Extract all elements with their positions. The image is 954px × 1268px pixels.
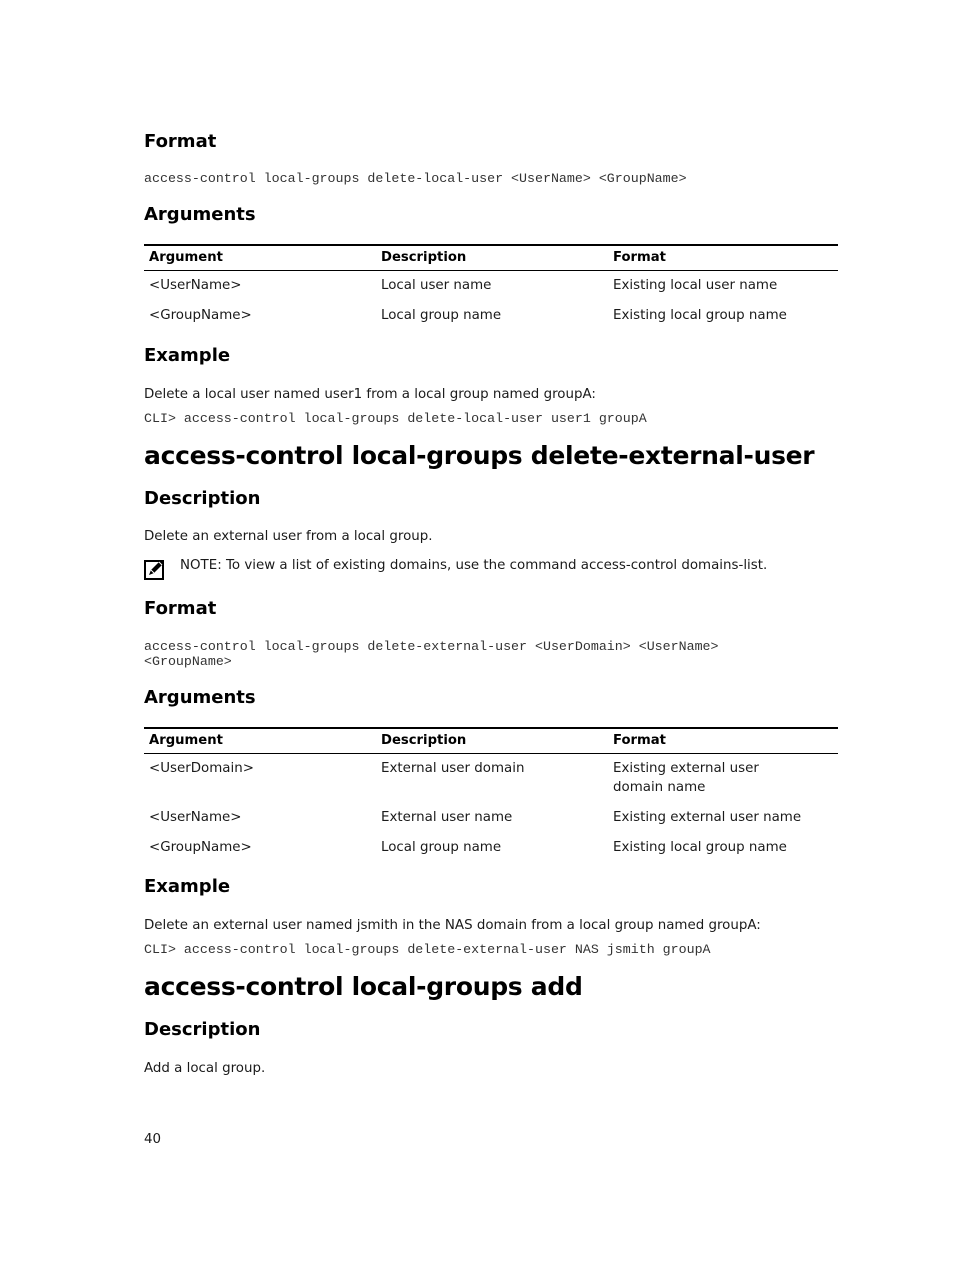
- note-callout: [144, 558, 767, 580]
- note-text: To view a list of existing domains, use the command access-control domains-list.: [225, 558, 768, 573]
- format-cell: Existing local group name: [613, 308, 787, 323]
- example-heading: Example: [144, 345, 231, 366]
- format-code: access-control local-groups delete-local-user <UserName> <GroupName>: [144, 171, 687, 186]
- arguments-table: [144, 244, 838, 331]
- column-header-format: Format: [608, 728, 838, 754]
- example-code: CLI> access-control local-groups delete-external-user NAS jsmith groupA: [144, 942, 711, 957]
- description-text: Add a local group.: [144, 1061, 266, 1076]
- section-title: access-control local-groups delete-external-user: [144, 441, 815, 470]
- example-text: Delete an external user named jsmith in the NAS domain from a local group named groupA:: [144, 918, 761, 933]
- table-row: [144, 754, 838, 804]
- column-header-description: Description: [376, 728, 608, 754]
- description-text: Delete an external user from a local group.: [144, 529, 433, 544]
- description-cell: External user name: [381, 810, 513, 825]
- table-header-row: [144, 245, 838, 271]
- format-code-line2: <GroupName>: [144, 654, 232, 669]
- page-number: 40: [144, 1132, 162, 1147]
- argument-cell: <UserDomain>: [149, 761, 254, 776]
- argument-cell: <UserName>: [149, 278, 242, 293]
- example-text: Delete a local user named user1 from a local group named groupA:: [144, 387, 596, 402]
- table-row: [144, 301, 838, 331]
- section-title: access-control local-groups add: [144, 972, 583, 1001]
- arguments-table: [144, 727, 838, 863]
- table-row: [144, 833, 838, 863]
- table-row: [144, 271, 838, 302]
- description-cell: Local group name: [381, 308, 502, 323]
- format-cell: Existing local group name: [613, 840, 787, 855]
- format-cell: Existing external user domain name: [613, 761, 759, 795]
- description-cell: Local user name: [381, 278, 492, 293]
- format-code-line1: access-control local-groups delete-external-user <UserDomain> <UserName>: [144, 639, 719, 654]
- example-heading: Example: [144, 876, 231, 897]
- description-heading: Description: [144, 1019, 261, 1040]
- argument-cell: <GroupName>: [149, 840, 252, 855]
- description-cell: Local group name: [381, 840, 502, 855]
- format-cell: Existing local user name: [613, 278, 778, 293]
- column-header-format: Format: [608, 245, 838, 271]
- pencil-note-icon: [144, 558, 166, 580]
- argument-cell: <GroupName>: [149, 308, 252, 323]
- table-header-row: [144, 728, 838, 754]
- column-header-description: Description: [376, 245, 608, 271]
- example-code: CLI> access-control local-groups delete-local-user user1 groupA: [144, 411, 647, 426]
- description-heading: Description: [144, 488, 261, 509]
- arguments-heading: Arguments: [144, 204, 256, 225]
- description-cell: External user domain: [381, 761, 525, 776]
- table-row: [144, 803, 838, 833]
- argument-cell: <UserName>: [149, 810, 242, 825]
- format-heading: Format: [144, 131, 217, 152]
- note-label: NOTE:: [180, 558, 222, 573]
- format-heading: Format: [144, 598, 217, 619]
- column-header-argument: Argument: [144, 245, 376, 271]
- arguments-heading: Arguments: [144, 687, 256, 708]
- column-header-argument: Argument: [144, 728, 376, 754]
- format-cell: Existing external user name: [613, 810, 802, 825]
